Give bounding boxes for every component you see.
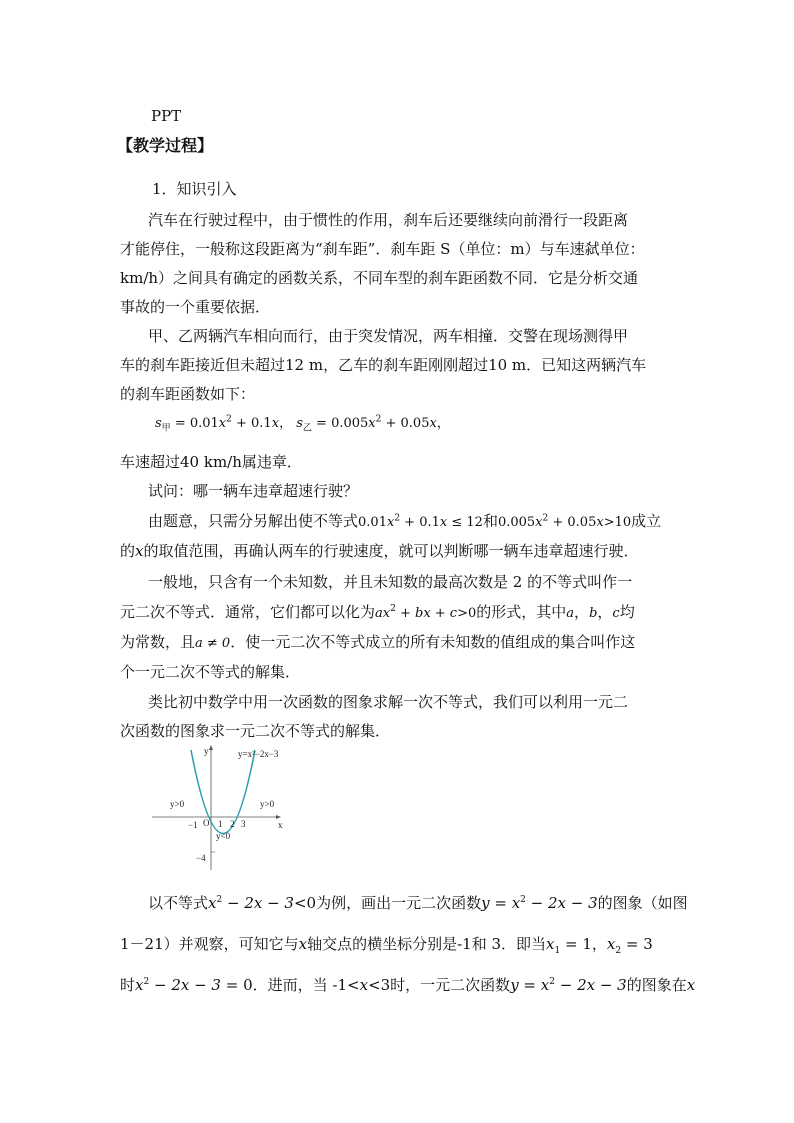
ppt-label: PPT xyxy=(151,107,182,125)
inequality-line-2: 的x的取值范围，再确认两车的行驶速度，就可以判断哪一辆车违章超速行驶． xyxy=(120,542,639,560)
paragraph-line: 的刹车距函数如下： xyxy=(120,385,256,403)
paragraph-line: 汽车在行驶过程中，由于惯性的作用，刹车后还要继续向前滑行一段距离 xyxy=(148,211,629,229)
x-axis-arrow xyxy=(276,815,281,819)
paragraph-line: 才能停住，一般称这段距离为“刹车距”．刹车距 S（单位：m）与车速弑单位： xyxy=(120,240,645,258)
x-tick-label: 3 xyxy=(241,819,246,829)
definition-line-2: 元二次不等式．通常，它们都可以化为$ax^2$ + bx + c>0的形式，其中a，b，c均 xyxy=(120,603,635,621)
example-line-2: 1－21）并观察，可知它与x轴交点的横坐标分别是-1和 3．即当$x_1 = 1$，$x_2 = 3$ xyxy=(120,935,653,956)
subsection-title: 1．知识引入 xyxy=(152,180,237,198)
paragraph-line: 事故的一个重要依据． xyxy=(120,298,271,316)
x-axis-label: x xyxy=(278,820,283,830)
section-title: 【教学过程】 xyxy=(117,136,214,155)
y-axis-label: y xyxy=(204,746,209,756)
definition-line: 个一元二次不等式的解集． xyxy=(120,663,301,681)
left-region-label: y>0 xyxy=(170,799,185,809)
paragraph-line: 车的刹车距接近但未超过12 m，乙车的刹车距刚刚超过10 m．已知这两辆汽车 xyxy=(120,356,647,374)
x-tick-label: 1 xyxy=(218,819,223,829)
paragraph-line: 车速超过40 km/h属违章． xyxy=(120,453,302,471)
analogy-line: 类比初中数学中用一次函数的图象求解一次不等式，我们可以利用一元二 xyxy=(148,693,629,711)
definition-line: 一般地，只含有一个未知数，并且未知数的最高次数是 2 的不等式叫作一 xyxy=(148,573,633,591)
example-line: 以不等式$x^2 - 2x - 3<0$为例，画出一元二次函数$y = x^2 - 2x - 3$的图象（如图 xyxy=(148,894,688,912)
origin-label: O xyxy=(203,818,210,828)
paragraph-line: 甲、乙两辆汽车相向而行，由于突发情况，两车相撞．交警在现场测得甲 xyxy=(148,327,629,345)
x-tick-label: 2 xyxy=(230,819,235,829)
right-region-label: y>0 xyxy=(260,799,275,809)
analogy-line: 次函数的图象求一元二次不等式的解集． xyxy=(120,722,391,740)
brake-formula: $s_甲 = 0.01x^2 + 0.1x$， $s_乙 = 0.005x^2 + 0.05x$， xyxy=(155,414,450,434)
below-region-label: y<0 xyxy=(216,831,231,841)
inequality-line: 由题意，只需分另解出使不等式$0.01x^2 + 0.1x \le 12$和$0.005x^2 + 0.05x>10$成立 xyxy=(148,512,662,530)
y-axis-arrow xyxy=(209,745,213,750)
y-tick-label: −4 xyxy=(196,853,206,863)
parabola-figure xyxy=(148,742,288,872)
function-label: y=x²−2x−3 xyxy=(238,749,279,759)
x-tick-label: −1 xyxy=(188,820,198,830)
example-line-3: 时$x^2 - 2x - 3 = 0$．进而，当 -1<x<3时，一元二次函数$y = x^2 - 2x - 3$的图象在x xyxy=(120,976,696,994)
definition-line-3: 为常数，且a ≠ 0．使一元二次不等式成立的所有未知数的值组成的集合叫作这 xyxy=(120,633,636,651)
question-line: 试问：哪一辆车违章超速行驶？ xyxy=(148,482,359,500)
paragraph-line: km/h）之间具有确定的函数关系，不同车型的刹车距函数不同．它是分析交通 xyxy=(120,269,639,287)
